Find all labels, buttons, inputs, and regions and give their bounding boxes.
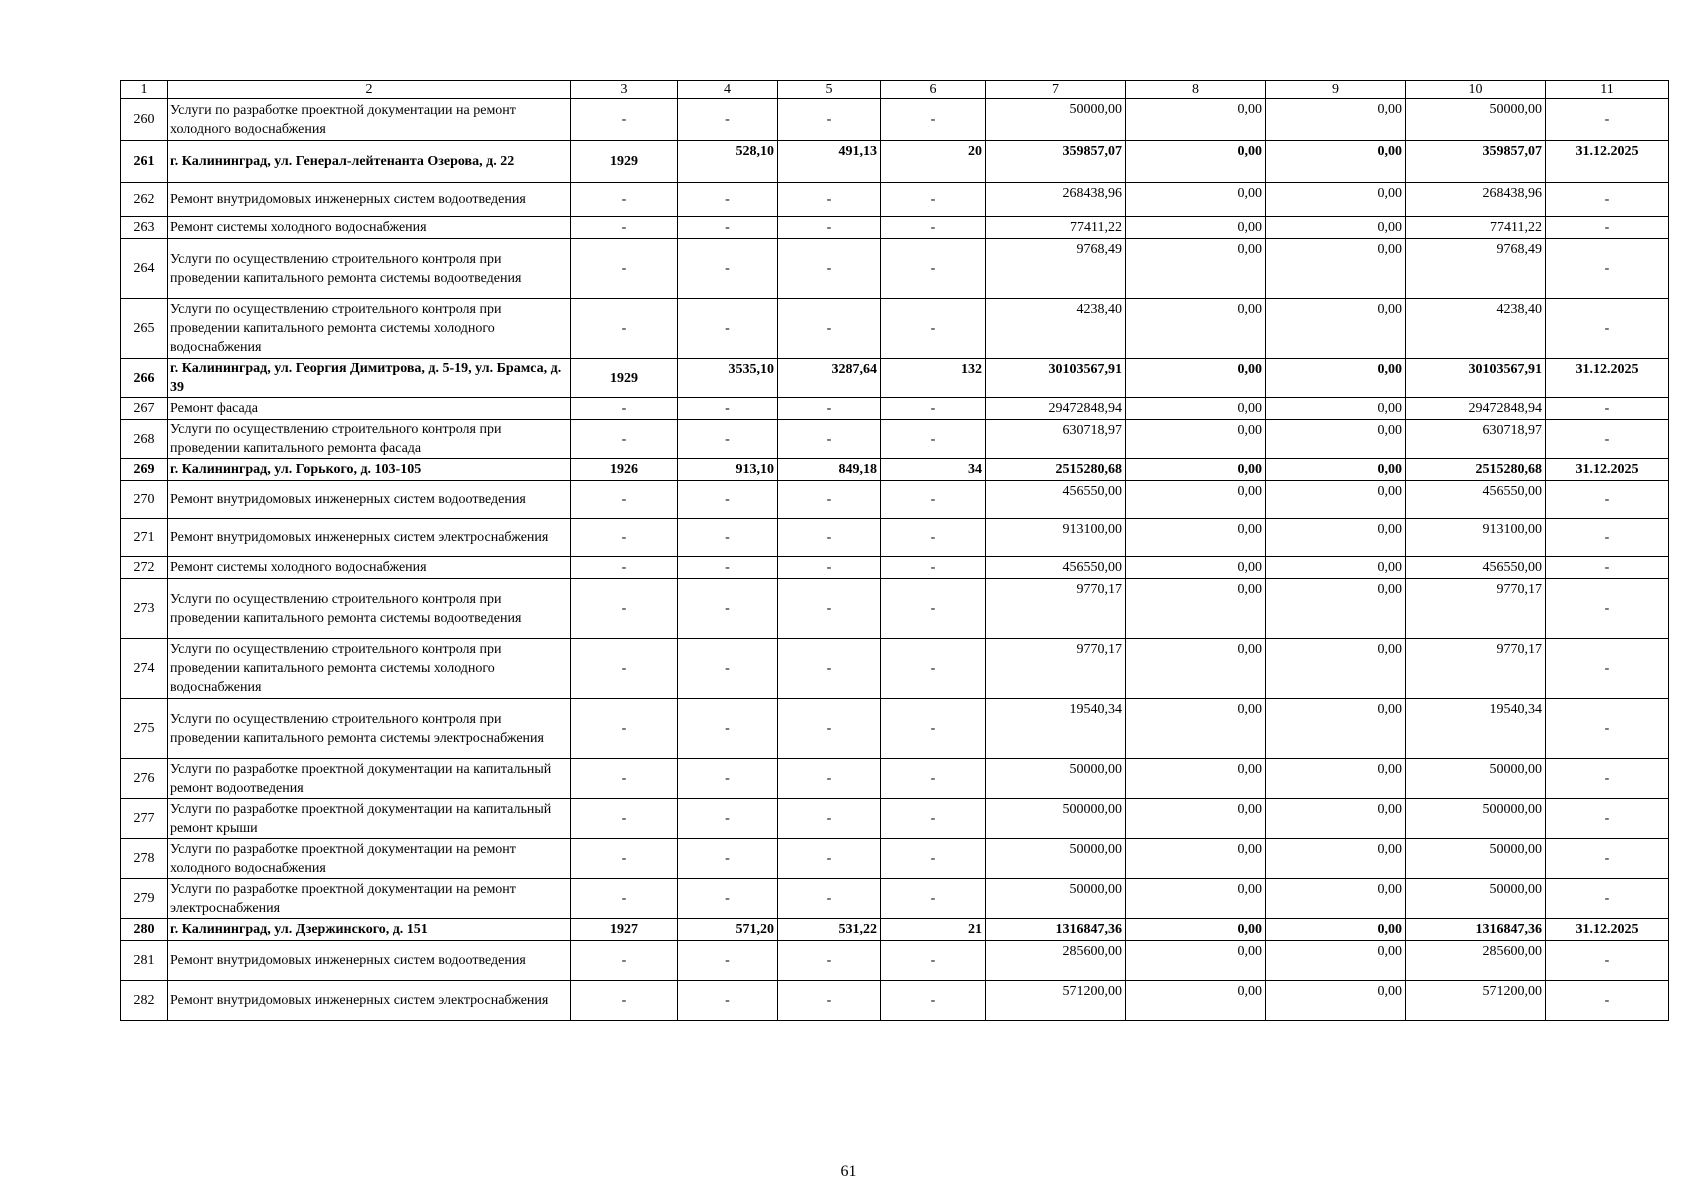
row-number-cell: 275	[121, 699, 168, 759]
fund-cost-cell: 9770,17	[1406, 639, 1546, 699]
year-cell: 1926	[571, 459, 678, 481]
cost-cell: 0,00	[1266, 481, 1406, 519]
fund-cost-cell: 50000,00	[1406, 839, 1546, 879]
residents-cell: -	[881, 99, 986, 141]
living-area-cell: -	[778, 239, 881, 299]
residents-cell: -	[881, 299, 986, 359]
cost-cell: 0,00	[1126, 799, 1266, 839]
column-number: 4	[678, 81, 778, 99]
living-area-cell: -	[778, 579, 881, 639]
residents-cell: 132	[881, 359, 986, 398]
cost-cell: 0,00	[1266, 217, 1406, 239]
year-cell: -	[571, 420, 678, 459]
cost-cell: 0,00	[1266, 981, 1406, 1021]
year-cell: -	[571, 217, 678, 239]
cost-cell: 0,00	[1266, 941, 1406, 981]
living-area-cell: 3287,64	[778, 359, 881, 398]
work-name-cell: Ремонт системы холодного водоснабжения	[168, 217, 571, 239]
address-row	[121, 141, 1669, 183]
total-cost-cell: 9768,49	[986, 239, 1126, 299]
residents-cell: -	[881, 239, 986, 299]
year-cell: -	[571, 799, 678, 839]
cost-cell: 0,00	[1266, 398, 1406, 420]
column-number: 9	[1266, 81, 1406, 99]
cost-cell: 0,00	[1266, 183, 1406, 217]
address-row	[121, 459, 1669, 481]
total-area-cell: -	[678, 879, 778, 919]
year-cell: -	[571, 398, 678, 420]
total-area-cell: -	[678, 519, 778, 557]
total-cost-cell: 50000,00	[986, 759, 1126, 799]
cost-cell: 0,00	[1126, 398, 1266, 420]
total-area-cell: -	[678, 183, 778, 217]
residents-cell: 34	[881, 459, 986, 481]
fund-cost-cell: 2515280,68	[1406, 459, 1546, 481]
work-name-cell: Услуги по разработке проектной документации на капитальный ремонт водоотведения	[168, 759, 571, 799]
year-cell: -	[571, 699, 678, 759]
row-number-cell: 263	[121, 217, 168, 239]
total-area-cell: -	[678, 759, 778, 799]
address-row	[121, 919, 1669, 941]
work-row	[121, 481, 1669, 519]
year-cell: -	[571, 299, 678, 359]
cost-cell: 0,00	[1266, 579, 1406, 639]
living-area-cell: -	[778, 639, 881, 699]
total-cost-cell: 359857,07	[986, 141, 1126, 183]
work-name-cell: Услуги по осуществлению строительного контроля при проведении капитального ремонта системы водоотведения	[168, 239, 571, 299]
row-number-cell: 269	[121, 459, 168, 481]
total-area-cell: -	[678, 799, 778, 839]
year-cell: -	[571, 239, 678, 299]
column-number: 7	[986, 81, 1126, 99]
cost-cell: 0,00	[1266, 519, 1406, 557]
dash-cell: -	[1546, 579, 1669, 639]
year-cell: -	[571, 941, 678, 981]
residents-cell: 21	[881, 919, 986, 941]
residents-cell: -	[881, 579, 986, 639]
work-row	[121, 879, 1669, 919]
fund-cost-cell: 50000,00	[1406, 759, 1546, 799]
cost-cell: 0,00	[1266, 639, 1406, 699]
program-table-sheet	[120, 80, 1668, 1021]
cost-cell: 0,00	[1126, 759, 1266, 799]
cost-cell: 0,00	[1266, 239, 1406, 299]
year-cell: -	[571, 981, 678, 1021]
dash-cell: -	[1546, 981, 1669, 1021]
total-area-cell: -	[678, 557, 778, 579]
work-name-cell: Услуги по разработке проектной документации на ремонт электроснабжения	[168, 879, 571, 919]
work-name-cell: Ремонт внутридомовых инженерных систем водоотведения	[168, 481, 571, 519]
living-area-cell: -	[778, 941, 881, 981]
residents-cell: -	[881, 398, 986, 420]
cost-cell: 0,00	[1266, 799, 1406, 839]
dash-cell: -	[1546, 519, 1669, 557]
row-number-cell: 265	[121, 299, 168, 359]
cost-cell: 0,00	[1126, 839, 1266, 879]
column-number: 2	[168, 81, 571, 99]
row-number-cell: 262	[121, 183, 168, 217]
cost-cell: 0,00	[1266, 141, 1406, 183]
work-name-cell: Услуги по разработке проектной документации на ремонт холодного водоснабжения	[168, 99, 571, 141]
dash-cell: -	[1546, 759, 1669, 799]
residents-cell: -	[881, 699, 986, 759]
living-area-cell: -	[778, 183, 881, 217]
deadline-cell: 31.12.2025	[1546, 359, 1669, 398]
fund-cost-cell: 913100,00	[1406, 519, 1546, 557]
work-row	[121, 941, 1669, 981]
total-area-cell: -	[678, 941, 778, 981]
cost-cell: 0,00	[1266, 420, 1406, 459]
total-area-cell: -	[678, 398, 778, 420]
cost-cell: 0,00	[1126, 519, 1266, 557]
total-cost-cell: 285600,00	[986, 941, 1126, 981]
row-number-cell: 276	[121, 759, 168, 799]
cost-cell: 0,00	[1126, 459, 1266, 481]
cost-cell: 0,00	[1126, 141, 1266, 183]
work-name-cell: Услуги по разработке проектной документации на капитальный ремонт крыши	[168, 799, 571, 839]
living-area-cell: -	[778, 99, 881, 141]
dash-cell: -	[1546, 239, 1669, 299]
residents-cell: -	[881, 519, 986, 557]
column-number: 5	[778, 81, 881, 99]
fund-cost-cell: 456550,00	[1406, 557, 1546, 579]
cost-cell: 0,00	[1126, 579, 1266, 639]
column-number: 10	[1406, 81, 1546, 99]
total-cost-cell: 456550,00	[986, 557, 1126, 579]
year-cell: 1929	[571, 141, 678, 183]
living-area-cell: -	[778, 299, 881, 359]
total-cost-cell: 77411,22	[986, 217, 1126, 239]
work-name-cell: Ремонт системы холодного водоснабжения	[168, 557, 571, 579]
work-name-cell: Услуги по осуществлению строительного контроля при проведении капитального ремонта системы холодного водоснабжения	[168, 299, 571, 359]
work-row	[121, 557, 1669, 579]
dash-cell: -	[1546, 557, 1669, 579]
work-row	[121, 239, 1669, 299]
row-number-cell: 273	[121, 579, 168, 639]
total-area-cell: -	[678, 239, 778, 299]
work-row	[121, 183, 1669, 217]
total-cost-cell: 50000,00	[986, 99, 1126, 141]
row-number-cell: 267	[121, 398, 168, 420]
cost-cell: 0,00	[1126, 99, 1266, 141]
total-cost-cell: 4238,40	[986, 299, 1126, 359]
cost-cell: 0,00	[1266, 359, 1406, 398]
residents-cell: -	[881, 879, 986, 919]
fund-cost-cell: 77411,22	[1406, 217, 1546, 239]
cost-cell: 0,00	[1126, 941, 1266, 981]
fund-cost-cell: 9770,17	[1406, 579, 1546, 639]
total-area-cell: -	[678, 299, 778, 359]
year-cell: -	[571, 519, 678, 557]
year-cell: -	[571, 481, 678, 519]
cost-cell: 0,00	[1266, 919, 1406, 941]
residents-cell: 20	[881, 141, 986, 183]
total-cost-cell: 571200,00	[986, 981, 1126, 1021]
work-row	[121, 699, 1669, 759]
total-cost-cell: 630718,97	[986, 420, 1126, 459]
total-cost-cell: 1316847,36	[986, 919, 1126, 941]
deadline-cell: 31.12.2025	[1546, 459, 1669, 481]
total-cost-cell: 2515280,68	[986, 459, 1126, 481]
column-number: 1	[121, 81, 168, 99]
row-number-cell: 268	[121, 420, 168, 459]
cost-cell: 0,00	[1126, 359, 1266, 398]
living-area-cell: -	[778, 398, 881, 420]
row-number-cell: 278	[121, 839, 168, 879]
living-area-cell: -	[778, 879, 881, 919]
address-cell: г. Калининград, ул. Генерал-лейтенанта Озерова, д. 22	[168, 141, 571, 183]
total-area-cell: 913,10	[678, 459, 778, 481]
cost-cell: 0,00	[1266, 99, 1406, 141]
fund-cost-cell: 456550,00	[1406, 481, 1546, 519]
living-area-cell: -	[778, 759, 881, 799]
work-row	[121, 579, 1669, 639]
fund-cost-cell: 500000,00	[1406, 799, 1546, 839]
cost-cell: 0,00	[1266, 459, 1406, 481]
total-area-cell: -	[678, 839, 778, 879]
row-number-cell: 279	[121, 879, 168, 919]
work-row	[121, 217, 1669, 239]
fund-cost-cell: 30103567,91	[1406, 359, 1546, 398]
total-area-cell: -	[678, 699, 778, 759]
year-cell: -	[571, 639, 678, 699]
work-name-cell: Ремонт внутридомовых инженерных систем водоотведения	[168, 183, 571, 217]
fund-cost-cell: 359857,07	[1406, 141, 1546, 183]
total-cost-cell: 268438,96	[986, 183, 1126, 217]
living-area-cell: 491,13	[778, 141, 881, 183]
cost-cell: 0,00	[1126, 919, 1266, 941]
row-number-cell: 272	[121, 557, 168, 579]
address-row	[121, 359, 1669, 398]
cost-cell: 0,00	[1126, 981, 1266, 1021]
total-cost-cell: 9770,17	[986, 579, 1126, 639]
total-area-cell: -	[678, 981, 778, 1021]
column-number: 11	[1546, 81, 1669, 99]
fund-cost-cell: 50000,00	[1406, 879, 1546, 919]
residents-cell: -	[881, 799, 986, 839]
work-name-cell: Ремонт фасада	[168, 398, 571, 420]
row-number-cell: 282	[121, 981, 168, 1021]
residents-cell: -	[881, 217, 986, 239]
dash-cell: -	[1546, 839, 1669, 879]
work-row	[121, 99, 1669, 141]
work-name-cell: Ремонт внутридомовых инженерных систем электроснабжения	[168, 519, 571, 557]
cost-cell: 0,00	[1266, 839, 1406, 879]
work-name-cell: Ремонт внутридомовых инженерных систем водоотведения	[168, 941, 571, 981]
total-area-cell: -	[678, 579, 778, 639]
address-cell: г. Калининград, ул. Горького, д. 103-105	[168, 459, 571, 481]
residents-cell: -	[881, 759, 986, 799]
dash-cell: -	[1546, 420, 1669, 459]
living-area-cell: -	[778, 839, 881, 879]
total-cost-cell: 50000,00	[986, 839, 1126, 879]
total-cost-cell: 913100,00	[986, 519, 1126, 557]
dash-cell: -	[1546, 481, 1669, 519]
dash-cell: -	[1546, 799, 1669, 839]
row-number-cell: 261	[121, 141, 168, 183]
total-area-cell: -	[678, 481, 778, 519]
residents-cell: -	[881, 557, 986, 579]
living-area-cell: -	[778, 699, 881, 759]
work-row	[121, 839, 1669, 879]
living-area-cell: -	[778, 481, 881, 519]
column-number: 6	[881, 81, 986, 99]
living-area-cell: -	[778, 557, 881, 579]
living-area-cell: 531,22	[778, 919, 881, 941]
cost-cell: 0,00	[1266, 759, 1406, 799]
row-number-cell: 266	[121, 359, 168, 398]
cost-cell: 0,00	[1266, 879, 1406, 919]
fund-cost-cell: 29472848,94	[1406, 398, 1546, 420]
fund-cost-cell: 285600,00	[1406, 941, 1546, 981]
total-area-cell: 3535,10	[678, 359, 778, 398]
cost-cell: 0,00	[1266, 557, 1406, 579]
residents-cell: -	[881, 839, 986, 879]
address-cell: г. Калининград, ул. Дзержинского, д. 151	[168, 919, 571, 941]
total-cost-cell: 456550,00	[986, 481, 1126, 519]
year-cell: -	[571, 183, 678, 217]
year-cell: -	[571, 839, 678, 879]
year-cell: -	[571, 557, 678, 579]
work-name-cell: Услуги по разработке проектной документации на ремонт холодного водоснабжения	[168, 839, 571, 879]
cost-cell: 0,00	[1126, 639, 1266, 699]
dash-cell: -	[1546, 217, 1669, 239]
work-row	[121, 420, 1669, 459]
work-row	[121, 299, 1669, 359]
total-cost-cell: 50000,00	[986, 879, 1126, 919]
program-table	[120, 80, 1669, 1021]
cost-cell: 0,00	[1126, 879, 1266, 919]
dash-cell: -	[1546, 699, 1669, 759]
work-name-cell: Услуги по осуществлению строительного контроля при проведении капитального ремонта системы водоотведения	[168, 579, 571, 639]
residents-cell: -	[881, 420, 986, 459]
dash-cell: -	[1546, 879, 1669, 919]
living-area-cell: -	[778, 799, 881, 839]
residents-cell: -	[881, 183, 986, 217]
work-name-cell: Услуги по осуществлению строительного контроля при проведении капитального ремонта системы электроснабжения	[168, 699, 571, 759]
work-row	[121, 981, 1669, 1021]
work-row	[121, 639, 1669, 699]
year-cell: 1929	[571, 359, 678, 398]
living-area-cell: -	[778, 420, 881, 459]
cost-cell: 0,00	[1126, 299, 1266, 359]
year-cell: -	[571, 759, 678, 799]
cost-cell: 0,00	[1126, 217, 1266, 239]
fund-cost-cell: 630718,97	[1406, 420, 1546, 459]
living-area-cell: -	[778, 981, 881, 1021]
row-number-cell: 281	[121, 941, 168, 981]
work-name-cell: Ремонт внутридомовых инженерных систем электроснабжения	[168, 981, 571, 1021]
residents-cell: -	[881, 981, 986, 1021]
cost-cell: 0,00	[1126, 420, 1266, 459]
residents-cell: -	[881, 639, 986, 699]
total-cost-cell: 9770,17	[986, 639, 1126, 699]
row-number-cell: 271	[121, 519, 168, 557]
row-number-cell: 274	[121, 639, 168, 699]
total-cost-cell: 29472848,94	[986, 398, 1126, 420]
fund-cost-cell: 4238,40	[1406, 299, 1546, 359]
row-number-cell: 280	[121, 919, 168, 941]
row-number-cell: 260	[121, 99, 168, 141]
fund-cost-cell: 19540,34	[1406, 699, 1546, 759]
work-row	[121, 759, 1669, 799]
dash-cell: -	[1546, 639, 1669, 699]
column-number: 8	[1126, 81, 1266, 99]
row-number-cell: 264	[121, 239, 168, 299]
cost-cell: 0,00	[1126, 183, 1266, 217]
cost-cell: 0,00	[1266, 699, 1406, 759]
work-name-cell: Услуги по осуществлению строительного контроля при проведении капитального ремонта системы холодного водоснабжения	[168, 639, 571, 699]
total-area-cell: -	[678, 99, 778, 141]
deadline-cell: 31.12.2025	[1546, 919, 1669, 941]
total-area-cell: -	[678, 217, 778, 239]
dash-cell: -	[1546, 99, 1669, 141]
year-cell: -	[571, 879, 678, 919]
work-row	[121, 799, 1669, 839]
fund-cost-cell: 50000,00	[1406, 99, 1546, 141]
work-name-cell: Услуги по осуществлению строительного контроля при проведении капитального ремонта фасада	[168, 420, 571, 459]
total-cost-cell: 19540,34	[986, 699, 1126, 759]
year-cell: -	[571, 99, 678, 141]
work-row	[121, 519, 1669, 557]
dash-cell: -	[1546, 398, 1669, 420]
work-row	[121, 398, 1669, 420]
residents-cell: -	[881, 941, 986, 981]
living-area-cell: -	[778, 519, 881, 557]
fund-cost-cell: 9768,49	[1406, 239, 1546, 299]
fund-cost-cell: 268438,96	[1406, 183, 1546, 217]
total-cost-cell: 500000,00	[986, 799, 1126, 839]
dash-cell: -	[1546, 941, 1669, 981]
row-number-cell: 277	[121, 799, 168, 839]
year-cell: 1927	[571, 919, 678, 941]
total-area-cell: -	[678, 639, 778, 699]
cost-cell: 0,00	[1126, 557, 1266, 579]
page-number: 61	[840, 1163, 857, 1180]
dash-cell: -	[1546, 183, 1669, 217]
row-number-cell: 270	[121, 481, 168, 519]
dash-cell: -	[1546, 299, 1669, 359]
living-area-cell: -	[778, 217, 881, 239]
total-area-cell: 528,10	[678, 141, 778, 183]
column-number: 3	[571, 81, 678, 99]
total-cost-cell: 30103567,91	[986, 359, 1126, 398]
deadline-cell: 31.12.2025	[1546, 141, 1669, 183]
cost-cell: 0,00	[1126, 481, 1266, 519]
address-cell: г. Калининград, ул. Георгия Димитрова, д. 5-19, ул. Брамса, д. 39	[168, 359, 571, 398]
year-cell: -	[571, 579, 678, 639]
cost-cell: 0,00	[1126, 699, 1266, 759]
cost-cell: 0,00	[1266, 299, 1406, 359]
cost-cell: 0,00	[1126, 239, 1266, 299]
fund-cost-cell: 571200,00	[1406, 981, 1546, 1021]
residents-cell: -	[881, 481, 986, 519]
total-area-cell: -	[678, 420, 778, 459]
living-area-cell: 849,18	[778, 459, 881, 481]
total-area-cell: 571,20	[678, 919, 778, 941]
fund-cost-cell: 1316847,36	[1406, 919, 1546, 941]
column-number-row	[121, 81, 1669, 99]
